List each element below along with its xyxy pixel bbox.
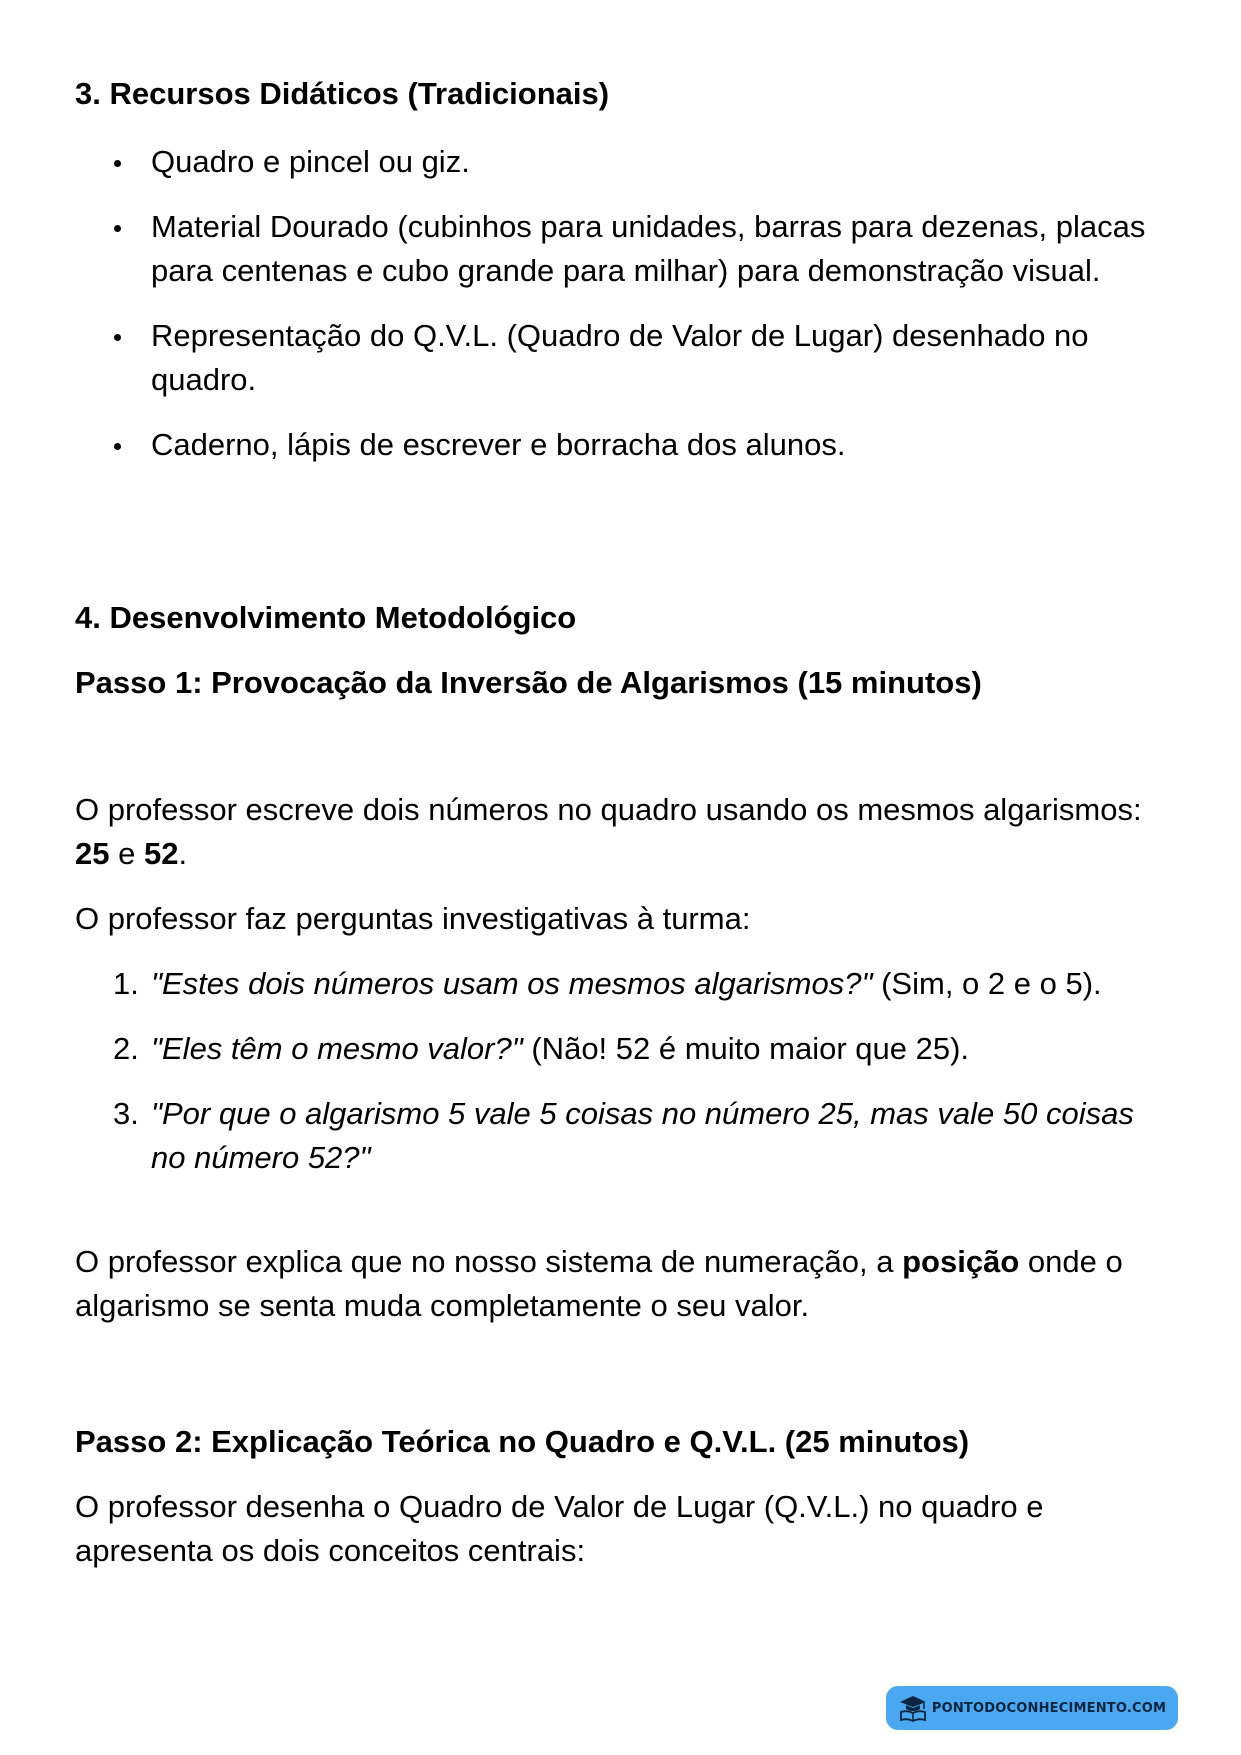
step-1-paragraph-1: O professor escreve dois números no quadro usando os mesmos algarismos: 25 e 52. [75,792,1142,871]
logo-text: PONTODOCONHECIMENTO.COM [931,1700,1167,1716]
step-2-paragraph-1: O professor desenha o Quadro de Valor de Lugar (Q.V.L.) no quadro e apresenta os dois conceitos centrais: [75,1489,1044,1568]
site-logo[interactable] [886,1686,1178,1730]
list-item: 1. "Estes dois números usam os mesmos algarismos?" (Sim, o 2 e o 5). [113,966,1102,1001]
step-2-heading: Passo 2: Explicação Teórica no Quadro e Q.V.L. (25 minutos) [75,1424,970,1459]
step-1-paragraph-2: O professor faz perguntas investigativas à turma: [75,901,751,936]
resources-list [75,140,1175,488]
questions-list [75,962,1175,1201]
section-3-heading: 3. Recursos Didáticos (Tradicionais) [75,76,610,111]
graduation-book-icon [898,1694,928,1722]
list-item: 3. "Por que o algarismo 5 vale 5 coisas no número 25, mas vale 50 coisas no número 52?" [113,1096,1134,1175]
list-item: 2. "Eles têm o mesmo valor?" (Não! 52 é muito maior que 25). [113,1031,970,1066]
list-item: Quadro e pincel ou giz. [75,140,1175,184]
step-1-heading: Passo 1: Provocação da Inversão de Algarismos (15 minutos) [75,665,982,700]
section-4-heading: 4. Desenvolvimento Metodológico [75,600,577,635]
list-item: Material Dourado (cubinhos para unidades, barras para dezenas, placas para centenas e cubo grande para milhar) para demonstração visual. [75,205,1175,293]
list-item: Caderno, lápis de escrever e borracha dos alunos. [75,423,1175,467]
step-1-paragraph-3: O professor explica que no nosso sistema de numeração, a posição onde o algarismo se senta muda completamente o seu valor. [75,1244,1123,1323]
list-item: Representação do Q.V.L. (Quadro de Valor de Lugar) desenhado no quadro. [75,314,1175,402]
